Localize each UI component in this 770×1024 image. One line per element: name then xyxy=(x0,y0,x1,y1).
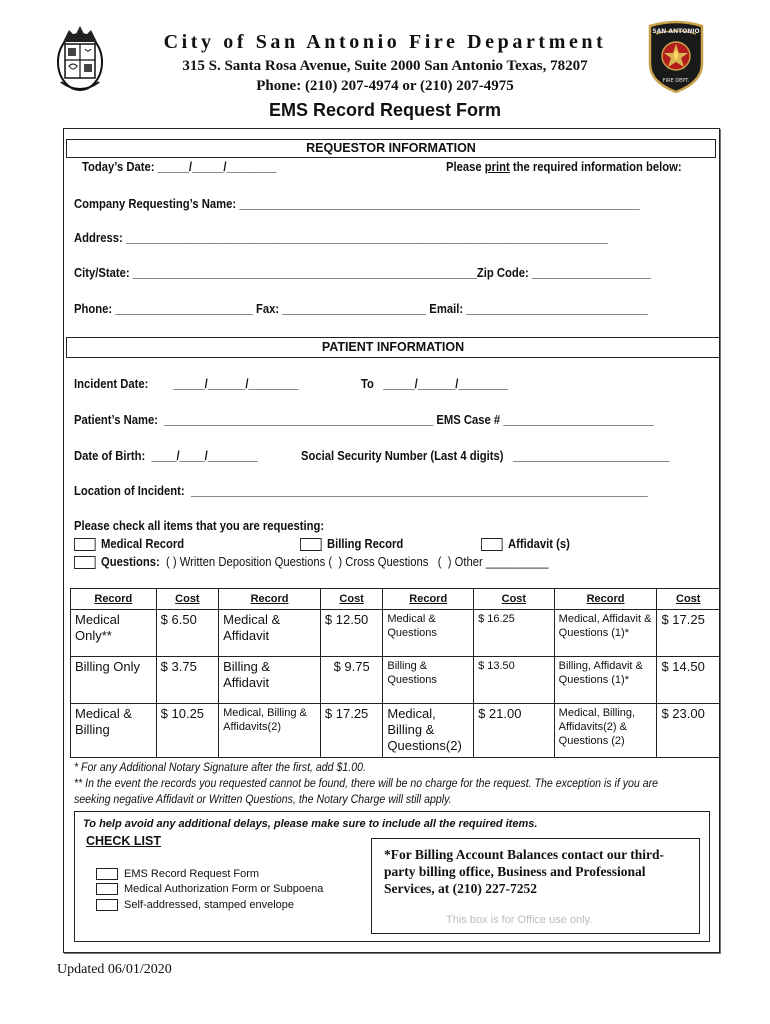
table-cell: $ 17.25 xyxy=(657,610,720,657)
questions-options[interactable]: ( ) Written Deposition Questions ( ) Cross Questions ( ) Other __________ xyxy=(159,555,549,569)
checklist-checkbox[interactable] xyxy=(96,899,118,911)
questions-label: Questions: xyxy=(101,555,160,569)
billing-record-checkbox[interactable] xyxy=(300,538,322,551)
checklist-checkbox[interactable] xyxy=(96,883,118,895)
checklist-item[interactable] xyxy=(96,899,294,911)
billing-record-label: Billing Record xyxy=(327,537,404,551)
table-cell: $ 3.75 xyxy=(156,657,218,704)
table-cell: Medical, Affidavit & Questions (1)* xyxy=(554,610,657,657)
request-prompt: Please check all items that you are requesting: xyxy=(74,519,325,533)
form-title: EMS Record Request Form xyxy=(268,100,502,120)
checklist-checkbox[interactable] xyxy=(96,868,118,880)
table-cell: Medical & Questions xyxy=(383,610,474,657)
department-title: City of San Antonio Fire Department xyxy=(163,31,607,53)
requestor-section-title: REQUESTOR INFORMATION xyxy=(306,141,476,155)
table-cell: Billing, Affidavit & Questions (1)* xyxy=(554,657,657,704)
affidavit-label: Affidavit (s) xyxy=(508,537,570,551)
patient-section-header xyxy=(66,337,720,358)
table-header: Cost xyxy=(657,589,720,610)
updated-date: Updated 06/01/2020 xyxy=(57,962,172,977)
table-row xyxy=(71,657,720,704)
incident-date-field[interactable]: Incident Date: _____/______/________ xyxy=(74,377,299,391)
table-cell: Medical, Billing & Affidavits(2) xyxy=(219,704,321,758)
table-cell: $ 12.50 xyxy=(320,610,382,657)
table-cell: Medical, Billing, Affidavits(2) & Questions (2) xyxy=(554,704,657,758)
department-phone: Phone: (210) 207-4974 or (210) 207-4975 xyxy=(256,78,514,94)
footnotes xyxy=(74,760,672,808)
checklist-warning: To help avoid any additional delays, please make sure to include all the required items. xyxy=(83,818,538,830)
table-row xyxy=(71,610,720,657)
table-cell: Medical & Affidavit xyxy=(219,610,321,657)
table-row xyxy=(71,704,720,758)
city-state-zip-field[interactable]: City/State: _______________________________________________________Zip Code: ___________________ xyxy=(74,266,651,280)
print-note-word: print xyxy=(484,160,510,174)
table-header: Cost xyxy=(320,589,382,610)
badge-text-bottom: FIRE DEPT. xyxy=(662,78,690,84)
checklist-item-label: Medical Authorization Form or Subpoena xyxy=(124,883,324,895)
table-header: Cost xyxy=(474,589,555,610)
department-address: 315 S. Santa Rosa Avenue, Suite 2000 San Antonio Texas, 78207 xyxy=(182,58,588,74)
cost-table xyxy=(70,588,720,758)
todays-date-field[interactable]: Today’s Date: _____/_____/________ xyxy=(82,160,277,174)
questions-option[interactable] xyxy=(74,555,548,569)
checklist-item[interactable] xyxy=(96,868,259,880)
table-cell: Medical & Billing xyxy=(71,704,157,758)
checklist-item[interactable] xyxy=(96,883,323,895)
print-note-post: the required information below: xyxy=(509,160,682,174)
billing-record-option[interactable] xyxy=(300,537,403,551)
table-cell: $ 16.25 xyxy=(474,610,555,657)
table-cell: $ 13.50 xyxy=(474,657,555,704)
cost-table-header-row xyxy=(71,589,720,610)
ssn-field[interactable]: Social Security Number (Last 4 digits) _________________________ xyxy=(301,449,670,463)
checklist-title: CHECK LIST xyxy=(86,834,161,848)
incident-date-to-field[interactable]: To _____/______/________ xyxy=(361,377,509,391)
table-cell: $ 21.00 xyxy=(474,704,555,758)
incident-location-field[interactable]: Location of Incident: _________________________________________________________________________ xyxy=(74,484,648,498)
medical-record-option[interactable] xyxy=(74,537,184,551)
table-header: Record xyxy=(71,589,157,610)
address-field[interactable]: Address: _____________________________________________________________________________ xyxy=(74,231,608,245)
table-header: Record xyxy=(383,589,474,610)
billing-contact-note: *For Billing Account Balances contact our third-party billing office, Business and Professional Services, at (210) 227-7252 xyxy=(384,847,664,896)
checklist-item-label: EMS Record Request Form xyxy=(124,868,260,880)
questions-checkbox[interactable] xyxy=(74,556,96,569)
company-name-field[interactable]: Company Requesting’s Name: ________________________________________________________________ xyxy=(74,197,640,211)
table-header: Record xyxy=(554,589,657,610)
table-cell: $ 23.00 xyxy=(657,704,720,758)
table-cell: Billing & Affidavit xyxy=(219,657,321,704)
affidavit-checkbox[interactable] xyxy=(481,538,503,551)
dob-field[interactable]: Date of Birth: ____/____/________ xyxy=(74,449,258,463)
affidavit-option[interactable] xyxy=(481,537,570,551)
print-instruction xyxy=(446,160,682,174)
footnote-records-not-found: ** In the event the records you requested cannot be found, there will be no charge for the request. The exception is if you are seeking negative Affidavit or Written Questions, the Notary Charge will still apply. xyxy=(74,778,659,806)
table-cell: Billing Only xyxy=(71,657,157,704)
table-cell: Medical Only** xyxy=(71,610,157,657)
medical-record-checkbox[interactable] xyxy=(74,538,96,551)
phone-fax-email-field[interactable]: Phone: ______________________ Fax: _______________________ Email: _____________________________ xyxy=(74,302,648,316)
table-cell: Billing & Questions xyxy=(383,657,474,704)
fire-department-badge-logo xyxy=(646,20,706,94)
patient-name-field[interactable]: Patient’s Name: ___________________________________________ EMS Case # ________________________ xyxy=(74,413,654,427)
table-cell: $ 6.50 xyxy=(156,610,218,657)
table-cell: $ 9.75 xyxy=(320,657,382,704)
office-use-label: This box is for Office use only. xyxy=(446,914,593,926)
medical-record-label: Medical Record xyxy=(101,537,185,551)
checklist-item-label: Self-addressed, stamped envelope xyxy=(124,899,294,911)
print-note-pre: Please xyxy=(446,160,485,174)
table-cell: $ 14.50 xyxy=(657,657,720,704)
requestor-section-header xyxy=(66,139,716,158)
footnote-notary: * For any Additional Notary Signature after the first, add $1.00. xyxy=(74,762,366,774)
table-header: Cost xyxy=(156,589,218,610)
table-header: Record xyxy=(219,589,321,610)
table-cell: $ 17.25 xyxy=(320,704,382,758)
badge-text-top: SAN ANTONIO xyxy=(652,28,700,35)
table-cell: $ 10.25 xyxy=(156,704,218,758)
patient-section-title: PATIENT INFORMATION xyxy=(321,340,465,354)
table-cell: Medical, Billing & Questions(2) xyxy=(383,704,474,758)
